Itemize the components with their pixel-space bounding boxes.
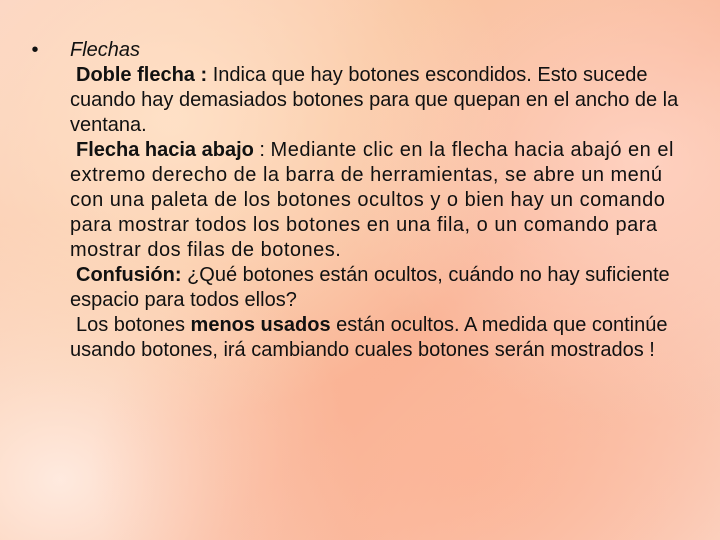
bullet-item-flechas <box>28 38 688 63</box>
paragraph-text: Mediante clic en la flecha hacia abajó en el extremo derecho de la barra de herramientas, se abre un menú con una paleta de los botones ocultos y o bien hay un comando para mostrar todos los botones en una fila, o un comando para mostrar dos filas de botones. <box>70 139 674 261</box>
paragraph-doble-flecha <box>28 63 688 138</box>
term-confusion: Confusión: <box>76 264 182 286</box>
paragraph-prefix: Los botones <box>76 314 191 336</box>
term-doble-flecha: Doble flecha <box>76 64 195 86</box>
term-separator: : <box>194 64 213 86</box>
section-heading: Flechas <box>70 39 141 61</box>
paragraph-text: ¿Qué botones están ocultos, cuándo no hay suficiente espacio para todos ellos? <box>70 264 670 311</box>
paragraph-menos-usados <box>28 313 688 363</box>
paragraph-text: están ocultos. A medida que continúe usando botones, irá cambiando cuales botones serán mostrados ! <box>70 314 668 361</box>
paragraph-flecha-hacia-abajo <box>28 138 688 263</box>
slide-body <box>28 38 688 363</box>
bullet-icon: • <box>31 39 39 61</box>
term-flecha-hacia-abajo: Flecha hacia abajo <box>76 139 254 161</box>
term-separator: : <box>253 139 271 161</box>
paragraph-text: Indica que hay botones escondidos. Esto sucede cuando hay demasiados botones para que quepan en el ancho de la ventana. <box>70 64 679 136</box>
paragraph-confusion <box>28 263 688 313</box>
term-menos-usados: menos usados <box>190 314 331 336</box>
